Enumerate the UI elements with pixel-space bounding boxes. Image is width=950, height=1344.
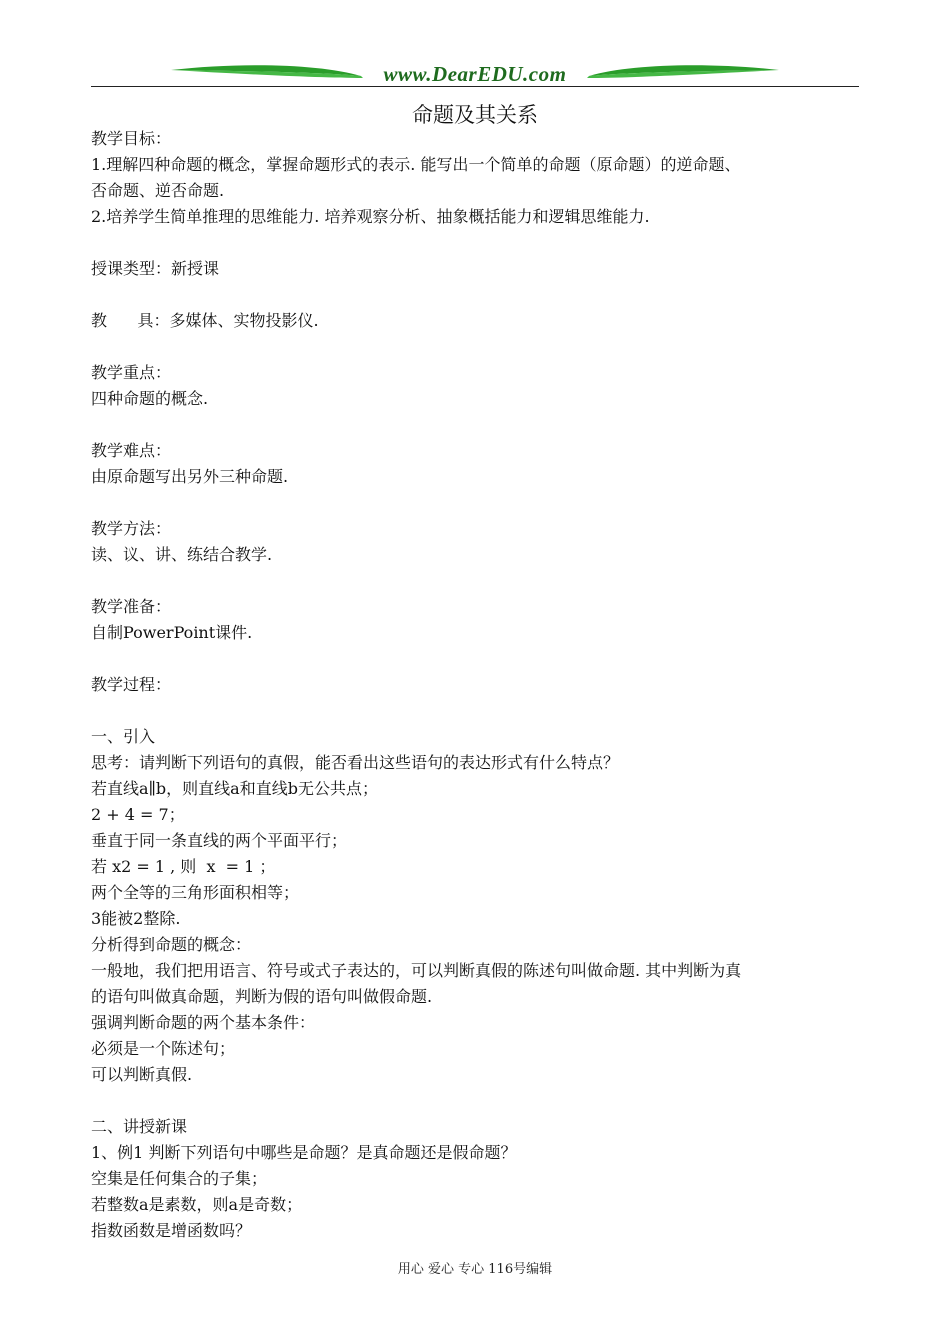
page-footer: 用心 爱心 专心 116号编辑	[397, 1262, 553, 1277]
text-line: 两个全等的三角形面积相等；	[91, 883, 300, 902]
section-heading: 一、引入	[91, 727, 156, 746]
header-rule	[91, 86, 859, 87]
text-line: 若 x2 = 1 , 则 x = 1 ；	[91, 857, 276, 876]
blank-line	[91, 646, 867, 672]
text-line: 自制PowerPoint课件.	[91, 623, 253, 642]
blank-line	[91, 698, 867, 724]
section-heading: 教学重点：	[91, 363, 172, 382]
section-heading: 教学方法：	[91, 519, 172, 538]
text-line: 思考：请判断下列语句的真假，能否看出这些语句的表达形式有什么特点？	[91, 753, 620, 772]
text-line: 必须是一个陈述句；	[91, 1039, 236, 1058]
blank-line	[91, 334, 867, 360]
text-line: 教学目标：	[91, 129, 172, 148]
blank-line	[91, 1088, 867, 1114]
document-title: 命题及其关系	[412, 103, 538, 127]
blank-line	[91, 568, 867, 594]
text-line: 一般地，我们把用语言、符号或式子表达的，可以判断真假的陈述句叫做命题. 其中判断为真	[91, 961, 742, 980]
text-line: 2.培养学生简单推理的思维能力. 培养观察分析、抽象概括能力和逻辑思维能力.	[91, 207, 650, 226]
text-line: 2 + 4 = 7；	[91, 805, 185, 824]
text-line: 空集是任何集合的子集；	[91, 1169, 268, 1188]
blank-line	[91, 490, 867, 516]
site-logo-text[interactable]: www.DearEDU.com	[383, 62, 567, 86]
blank-line	[91, 230, 867, 256]
section-heading: 二、讲授新课	[91, 1117, 188, 1136]
text-line: 授课类型：新授课	[91, 259, 220, 278]
section-heading: 教学过程：	[91, 675, 172, 694]
text-line: 教 具：多媒体、实物投影仪.	[91, 311, 319, 330]
text-line: 分析得到命题的概念：	[91, 935, 252, 954]
text-line: 1.理解四种命题的概念，掌握命题形式的表示. 能写出一个简单的命题（原命题）的逆命题、	[91, 155, 741, 174]
text-line: 垂直于同一条直线的两个平面平行；	[91, 831, 348, 850]
text-line: 读、议、讲、练结合教学.	[91, 545, 273, 564]
text-line: 否命题、逆否命题.	[91, 181, 225, 200]
text-line: 指数函数是增函数吗？	[91, 1221, 252, 1240]
text-line: 的语句叫做真命题，判断为假的语句叫做假命题.	[91, 987, 433, 1006]
blank-line	[91, 282, 867, 308]
text-line: 强调判断命题的两个基本条件：	[91, 1013, 316, 1032]
text-line: 1、例1 判断下列语句中哪些是命题？是真命题还是假命题？	[91, 1143, 517, 1162]
text-line: 由原命题写出另外三种命题.	[91, 467, 289, 486]
document-body	[91, 126, 867, 1244]
text-line: 3能被2整除.	[91, 909, 181, 928]
section-heading: 教学难点：	[91, 441, 172, 460]
text-line: 若整数a是素数，则a是奇数；	[91, 1195, 303, 1214]
text-line: 可以判断真假.	[91, 1065, 193, 1084]
text-line: 四种命题的概念.	[91, 389, 209, 408]
blank-line	[91, 412, 867, 438]
text-line: 若直线a∥b，则直线a和直线b无公共点；	[91, 779, 378, 798]
section-heading: 教学准备：	[91, 597, 172, 616]
